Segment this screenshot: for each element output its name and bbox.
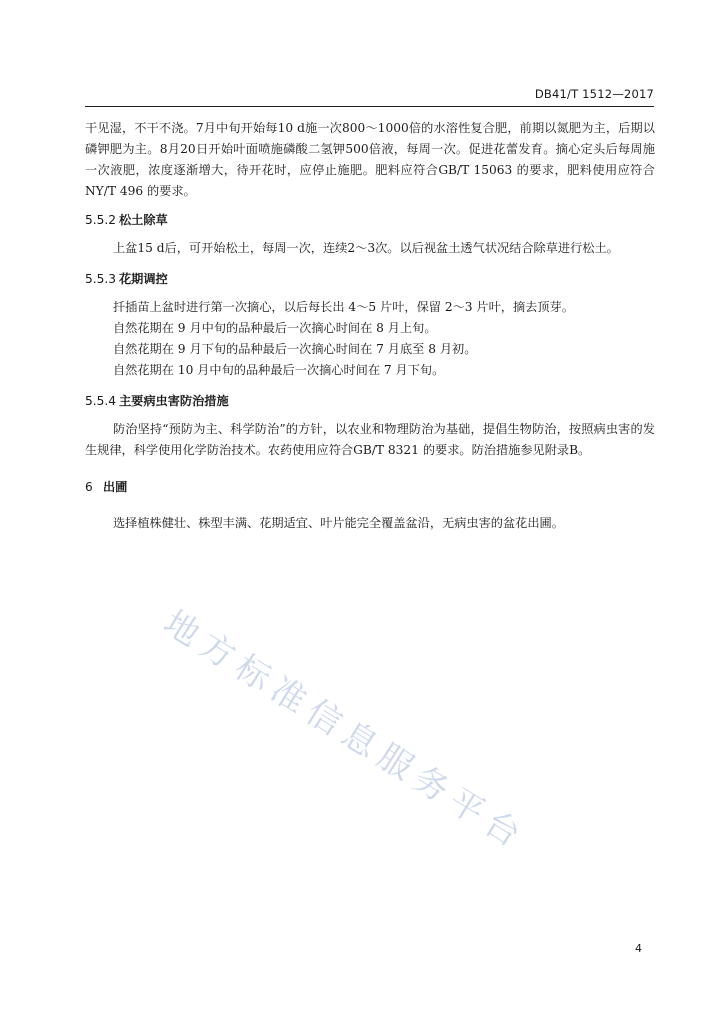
section-heading-5-5-2 bbox=[85, 210, 655, 230]
paragraph: 选择植株健壮、株型丰满、花期适宜、叶片能完全覆盖盆沿，无病虫害的盆花出圃。 bbox=[113, 516, 564, 530]
intro-paragraph: 干见湿，不干不浇。7月中旬开始每10 d施一次800～1000倍的水溶性复合肥，前期以氮肥为主，后期以磷钾肥为主。8月20日开始叶面喷施磷酸二氢钾500倍液，每周一次。促进花蕾发育。摘心定头后每周施一次液肥，浓度逐渐增大，待开花时，应停止施肥。肥料应符合GB/T 15063 的要求，肥料使用应符合NY/T 496 的要求。 bbox=[85, 121, 655, 198]
section-number: 6 bbox=[85, 480, 93, 494]
paragraph: 上盆15 d后，可开始松土，每周一次，连续2～3次。以后视盆土透气状况结合除草进行松土。 bbox=[113, 241, 619, 255]
page-content bbox=[85, 118, 655, 534]
watermark: 地方标准信息服务平台 bbox=[156, 602, 534, 860]
standard-code: DB41/T 1512—2017 bbox=[534, 87, 654, 101]
page-number: 4 bbox=[635, 942, 642, 955]
section-title: 松土除草 bbox=[119, 213, 168, 227]
paragraph: 扦插苗上盆时进行第一次摘心，以后每长出 4～5 片叶，保留 2～3 片叶，摘去顶芽。 bbox=[113, 300, 574, 314]
section-title: 花期调控 bbox=[119, 272, 168, 286]
paragraph: 自然花期在 9 月中旬的品种最后一次摘心时间在 8 月上旬。 bbox=[113, 321, 437, 335]
paragraph: 自然花期在 9 月下旬的品种最后一次摘心时间在 7 月底至 8 月初。 bbox=[113, 342, 477, 356]
section-number: 5.5.3 bbox=[85, 272, 117, 286]
paragraph: 自然花期在 10 月中旬的品种最后一次摘心时间在 7 月下旬。 bbox=[113, 363, 445, 377]
section-heading-5-5-4 bbox=[85, 391, 655, 411]
section-heading-5-5-3 bbox=[85, 269, 655, 289]
section-number: 5.5.2 bbox=[85, 213, 117, 227]
paragraph: 防治坚持“预防为主、科学防治”的方针，以农业和物理防治为基础，提倡生物防治，按照病虫害的发生规律，科学使用化学防治技术。农药使用应符合GB/T 8321 的要求。防治措施参见附录B。 bbox=[85, 422, 655, 457]
section-title: 主要病虫害防治措施 bbox=[119, 394, 229, 408]
section-heading-6 bbox=[85, 477, 655, 497]
header-rule bbox=[85, 106, 654, 107]
section-title: 出圃 bbox=[103, 480, 128, 494]
section-number: 5.5.4 bbox=[85, 394, 117, 408]
